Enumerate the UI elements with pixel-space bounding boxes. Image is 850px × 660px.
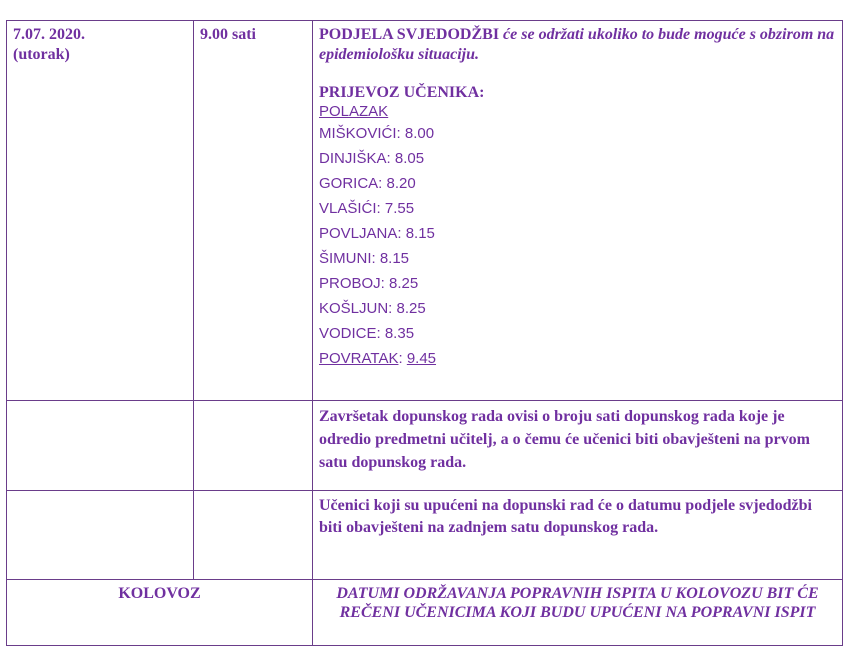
- time-cell: [194, 21, 313, 401]
- empty-cell: [7, 401, 194, 491]
- certificate-notice: [319, 25, 836, 65]
- time-text: 9.00 sati: [200, 26, 256, 43]
- stop-list: [319, 121, 836, 346]
- table-row: [7, 401, 843, 491]
- makeup-exam-text: DATUMI ODRŽAVANJA POPRAVNIH ISPITA U KOLOVOZU BIT ĆE REČENI UČENICIMA KOJI BUDU UPUĆENI NA POPRAVNI ISPIT: [336, 585, 819, 621]
- stop-item: VLAŠIĆI: 7.55: [319, 200, 415, 217]
- return-separator: :: [398, 350, 407, 367]
- date-cell: [7, 21, 194, 401]
- stop-item: PROBOJ: 8.25: [319, 275, 419, 292]
- remedial-certificate-notice: [313, 491, 843, 580]
- departure-label: POLAZAK: [319, 103, 389, 120]
- table-row: [7, 580, 843, 646]
- return-time: 9.45: [406, 350, 437, 367]
- certificate-heading: PODJELA SVJEDODŽBI: [319, 26, 500, 43]
- stop-item: GORICA: 8.20: [319, 175, 416, 192]
- stop-item: MIŠKOVIĆI: 8.00: [319, 125, 435, 142]
- stop-item: POVLJANA: 8.15: [319, 225, 435, 242]
- table-row: [7, 491, 843, 580]
- stop-item: DINJIŠKA: 8.05: [319, 150, 425, 167]
- makeup-exam-notice: [313, 580, 843, 646]
- empty-cell: [194, 401, 313, 491]
- certificate-notice-text: će se održati ukoliko to bude moguće s obzirom na epidemiološku situaciju.: [319, 26, 835, 63]
- stop-item: KOŠLJUN: 8.25: [319, 300, 426, 317]
- stop-item: VODICE: 8.35: [319, 325, 415, 342]
- table-row: [7, 21, 843, 401]
- empty-cell: [194, 491, 313, 580]
- month-cell: [7, 580, 313, 646]
- schedule-table: [6, 20, 843, 646]
- return-label: POVRATAK: [319, 350, 399, 367]
- transport-title: PRIJEVOZ UČENIKA:: [319, 84, 485, 101]
- return-line: [319, 346, 836, 371]
- remedial-end-notice: [313, 401, 843, 491]
- day-text: (utorak): [13, 46, 70, 63]
- remedial-end-text: Završetak dopunskog rada ovisi o broju sati dopunskog rada koje je odredio predmetni učitelj, a o čemu će učenici biti obavješteni na prvom satu dopunskog rada.: [319, 408, 810, 471]
- month-text: KOLOVOZ: [118, 585, 201, 602]
- info-cell: [313, 21, 843, 401]
- stop-item: ŠIMUNI: 8.15: [319, 250, 410, 267]
- empty-cell: [7, 491, 194, 580]
- date-text: 7.07. 2020.: [13, 26, 85, 43]
- remedial-certificate-text: Učenici koji su upućeni na dopunski rad će o datumu podjele svjedodžbi biti obavješteni na zadnjem satu dopunskog rada.: [319, 497, 812, 536]
